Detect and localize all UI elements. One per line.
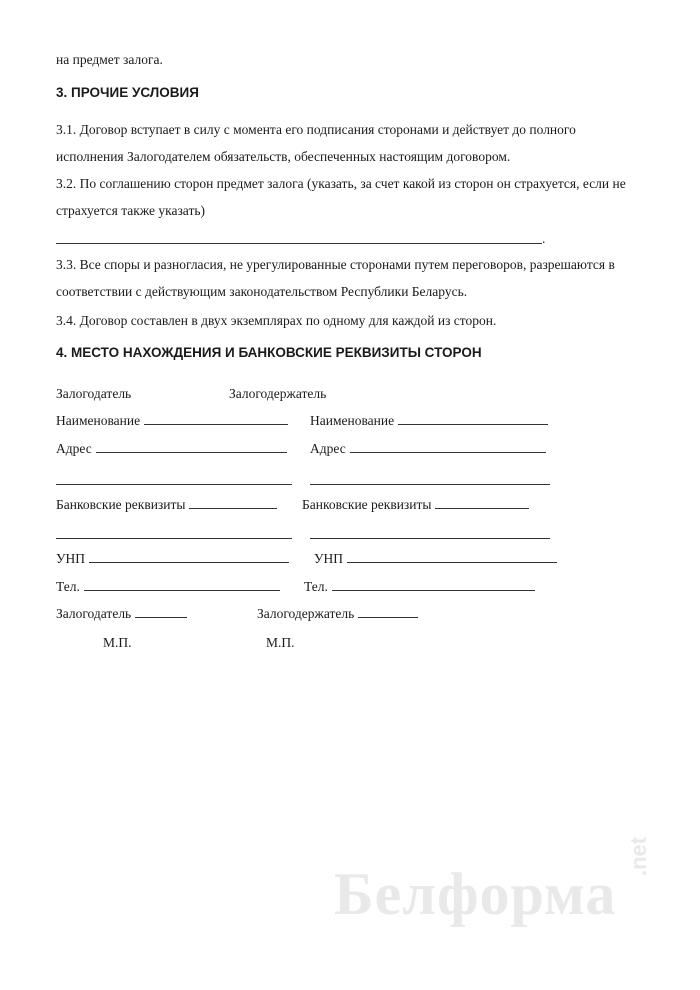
pledgee-unp-field[interactable]	[347, 550, 557, 563]
section-3-title: 3. ПРОЧИЕ УСЛОВИЯ	[56, 85, 199, 100]
pledgee-unp-label: УНП	[314, 551, 344, 566]
section-4-title: 4. МЕСТО НАХОЖДЕНИЯ И БАНКОВСКИЕ РЕКВИЗИТЫ СТОРОН	[56, 345, 482, 360]
pledgee-address-line-2[interactable]	[310, 484, 550, 485]
pledgee-stamp: М.П.	[266, 635, 295, 650]
pledgor-address-field[interactable]	[96, 440, 287, 453]
pledgor-tel-field[interactable]	[84, 578, 280, 591]
pledgee-bank-field[interactable]	[435, 496, 529, 509]
pledgor-tel-label: Тел.	[56, 579, 80, 594]
clause-3-3-line-2: соответствии с действующим законодательством Республики Беларусь.	[56, 284, 468, 299]
pledgor-name-label: Наименование	[56, 413, 141, 428]
pledgee-tel-field[interactable]	[332, 578, 535, 591]
clause-3-2-line-2: страхуется также указать)	[56, 203, 205, 218]
intro-line: на предмет залога.	[56, 52, 163, 67]
pledgee-signature-field[interactable]	[358, 605, 418, 618]
pledgor-name-field[interactable]	[144, 412, 288, 425]
pledgee-header: Залогодержатель	[229, 386, 327, 401]
pledgee-name-row	[310, 412, 548, 430]
pledgor-tel-row	[56, 578, 280, 596]
pledgor-unp-label: УНП	[56, 551, 86, 566]
pledgor-bank-line-2[interactable]	[56, 538, 292, 539]
pledgor-address-line-2[interactable]	[56, 484, 292, 485]
pledgee-name-field[interactable]	[398, 412, 548, 425]
watermark-logo-suffix: .net	[626, 836, 651, 876]
pledgee-address-label: Адрес	[310, 441, 346, 456]
pledgee-tel-label: Тел.	[304, 579, 328, 594]
pledgee-name-label: Наименование	[310, 413, 395, 428]
pledgor-unp-field[interactable]	[89, 550, 289, 563]
clause-3-1-line-1: 3.1. Договор вступает в силу с момента его подписания сторонами и действует до полного	[56, 122, 576, 137]
pledgee-signature-row	[257, 605, 418, 623]
pledgor-signature-field[interactable]	[135, 605, 187, 618]
pledgor-bank-label: Банковские реквизиты	[56, 497, 186, 512]
pledgor-name-row	[56, 412, 288, 430]
pledgor-bank-field[interactable]	[189, 496, 277, 509]
pledgee-address-field[interactable]	[350, 440, 546, 453]
watermark-logo: Белформа	[334, 861, 617, 927]
pledgor-address-label: Адрес	[56, 441, 92, 456]
pledgor-signature-row	[56, 605, 187, 623]
clause-3-1-line-2: исполнения Залогодателем обязательств, обеспеченных настоящим договором.	[56, 149, 511, 164]
pledgee-unp-row	[314, 550, 557, 568]
clause-3-2-line-1: 3.2. По соглашению сторон предмет залога (указать, за счет какой из сторон он страхуется, если не	[56, 176, 626, 191]
pledgor-header: Залогодатель	[56, 386, 132, 401]
pledgor-address-row	[56, 440, 287, 458]
pledgee-bank-line-2[interactable]	[310, 538, 550, 539]
pledgee-signature-label: Залогодержатель	[257, 606, 355, 621]
pledgee-tel-row	[304, 578, 535, 596]
pledgor-stamp: М.П.	[103, 635, 132, 650]
pledgee-bank-row	[302, 496, 529, 514]
clause-3-3-line-1: 3.3. Все споры и разногласия, не урегулированные сторонами путем переговоров, разрешаются в	[56, 257, 615, 272]
pledgor-bank-row	[56, 496, 277, 514]
pledgee-bank-label: Банковские реквизиты	[302, 497, 432, 512]
insurance-blank-line[interactable]	[56, 243, 542, 244]
pledgee-address-row	[310, 440, 546, 458]
pledgor-signature-label: Залогодатель	[56, 606, 132, 621]
pledgor-unp-row	[56, 550, 289, 568]
clause-3-4: 3.4. Договор составлен в двух экземплярах по одному для каждой из сторон.	[56, 313, 497, 328]
insurance-blank-end: .	[542, 231, 546, 246]
